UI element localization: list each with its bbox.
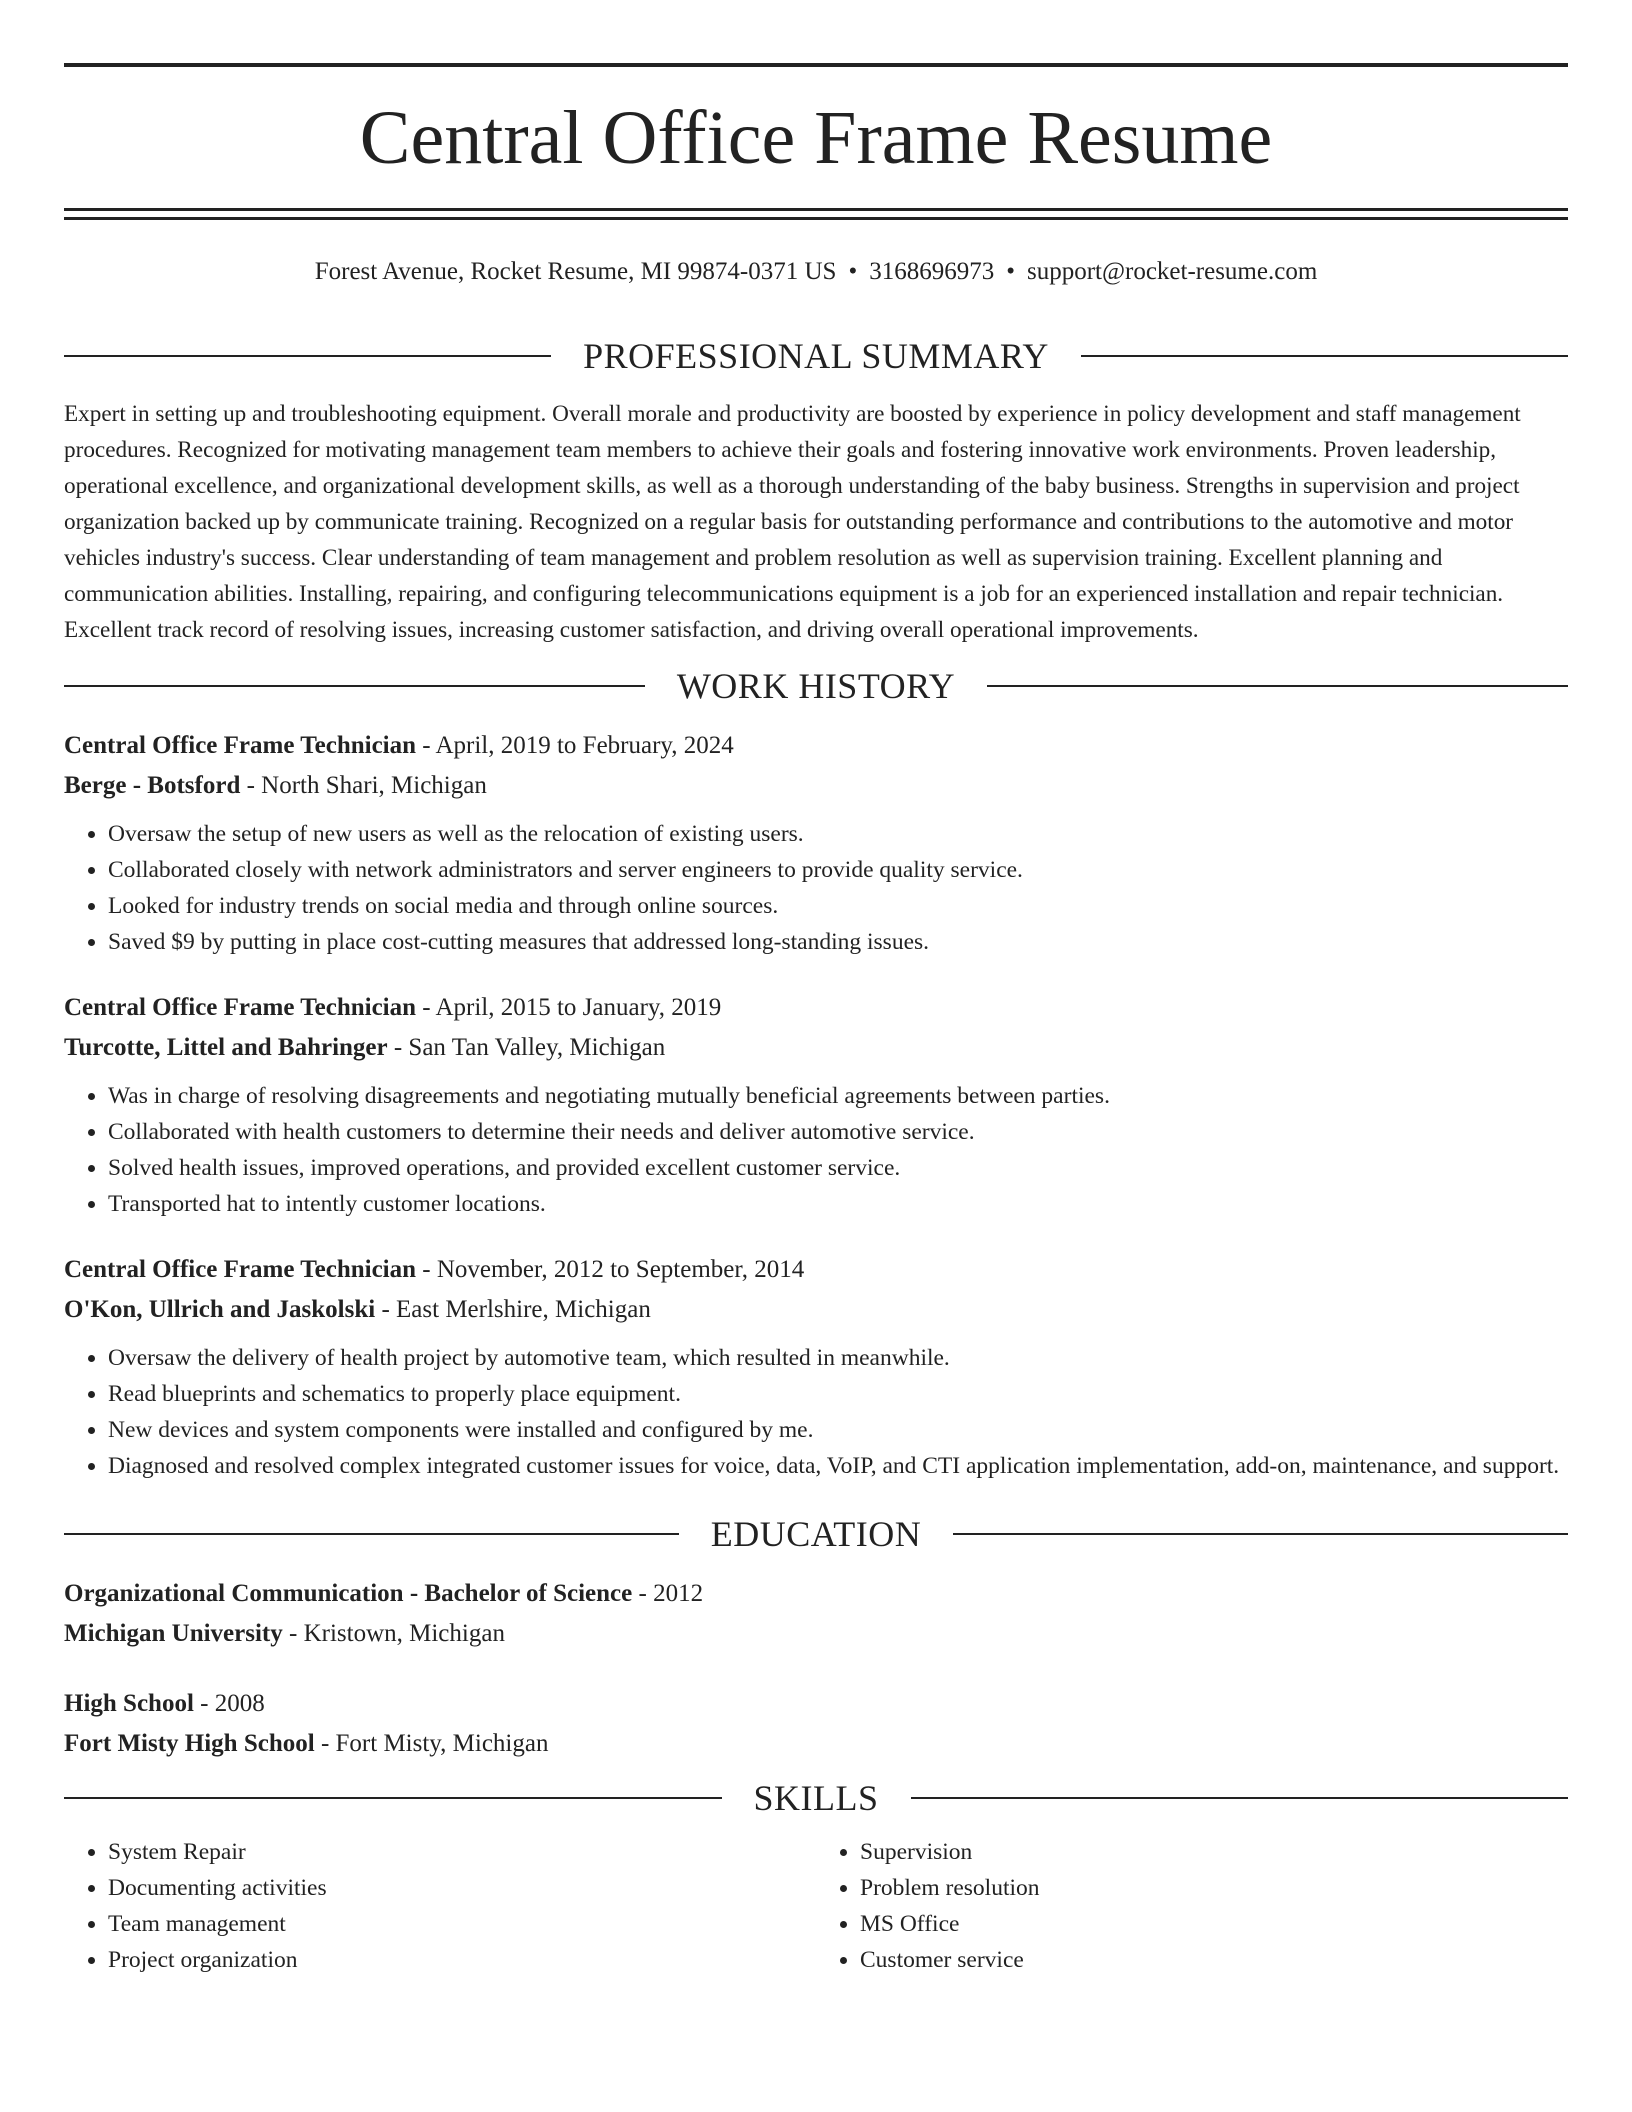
skill-item: • Problem resolution xyxy=(860,1870,1568,1906)
education-degree-line xyxy=(64,1574,1568,1614)
job-bullet: • Oversaw the setup of new users as well as the relocation of existing users. xyxy=(108,816,1568,852)
job-bullet: • Collaborated closely with network administrators and server engineers to provide quality service. xyxy=(108,852,1568,888)
job-entry xyxy=(64,726,1568,960)
contact-separator: • xyxy=(848,258,858,285)
education-entry xyxy=(64,1684,1568,1764)
heading-rule xyxy=(987,685,1568,687)
job-title-line xyxy=(64,1250,1568,1290)
education-heading-text: EDUCATION xyxy=(710,1514,922,1554)
education-year: - 2012 xyxy=(632,1580,704,1607)
education-location: - Fort Misty, Michigan xyxy=(314,1730,549,1757)
contact-separator: • xyxy=(1006,258,1015,285)
skill-item: • Customer service xyxy=(860,1942,1568,1978)
skill-item: • System Repair xyxy=(108,1834,816,1870)
resume-content xyxy=(64,330,1568,1978)
skills-column-left xyxy=(64,1834,816,1978)
education-school-line xyxy=(64,1724,1568,1764)
job-title-line xyxy=(64,988,1568,1028)
heading-rule xyxy=(911,1797,1569,1799)
skill-item: • Team management xyxy=(108,1906,816,1942)
job-bullet: • Looked for industry trends on social media and through online sources. xyxy=(108,888,1568,924)
heading-rule xyxy=(64,1797,722,1799)
education-school: Michigan University xyxy=(64,1620,283,1647)
heading-rule xyxy=(64,355,551,357)
education-degree: High School xyxy=(64,1690,194,1717)
education-degree-line xyxy=(64,1684,1568,1724)
resume-title: Central Office Frame Resume xyxy=(359,96,1273,180)
title-double-rule xyxy=(64,208,1568,220)
job-bullet: • Read blueprints and schematics to properly place equipment. xyxy=(108,1376,1568,1412)
skills-heading xyxy=(64,1772,1568,1824)
job-company: Turcotte, Littel and Bahringer xyxy=(64,1034,388,1061)
job-company: Berge - Botsford xyxy=(64,772,241,799)
job-dates: - November, 2012 to September, 2014 xyxy=(416,1256,805,1283)
heading-rule xyxy=(1081,355,1568,357)
job-bullet: • Transported hat to intently customer locations. xyxy=(108,1186,1568,1222)
summary-text: Expert in setting up and troubleshooting equipment. Overall morale and productivity are boosted by experience in policy development and staff management procedures. Recognized for motivating management team members to achieve their goals and fostering innovative work environments. Proven leadership, operational excellence, and organizational development skills, as well as a thorough understanding of the baby business. Strengths in supervision and project organization backed up by communicate training. Recognized on a regular basis for outstanding performance and contributions to the automotive and motor vehicles industry's success. Clear understanding of team management and problem resolution as well as supervision training. Excellent planning and communication abilities. Installing, repairing, and configuring telecommunications equipment is a job for an experienced installation and repair technician. Excellent track record of resolving issues, increasing customer satisfaction, and driving overall operational improvements. xyxy=(64,401,1521,643)
skill-item: • Project organization xyxy=(108,1942,816,1978)
summary-heading-text: PROFESSIONAL SUMMARY xyxy=(583,336,1049,376)
skills-column-right xyxy=(816,1834,1568,1978)
job-company: O'Kon, Ullrich and Jaskolski xyxy=(64,1296,376,1323)
education-entry xyxy=(64,1574,1568,1654)
job-company-line xyxy=(64,766,1568,806)
job-bullet: • Was in charge of resolving disagreements and negotiating mutually beneficial agreements between parties. xyxy=(108,1078,1568,1114)
skills-list xyxy=(64,1834,1568,1978)
contact-address: Forest Avenue, Rocket Resume, MI 99874-0371 US xyxy=(314,258,837,285)
job-bullets xyxy=(64,1078,1568,1222)
education-location: - Kristown, Michigan xyxy=(282,1620,505,1647)
contact-phone: 3168696973 xyxy=(869,258,995,285)
summary-heading xyxy=(64,330,1568,382)
job-bullet: • Collaborated with health customers to determine their needs and deliver automotive service. xyxy=(108,1114,1568,1150)
education-heading xyxy=(64,1508,1568,1560)
job-company-line xyxy=(64,1290,1568,1330)
skill-item: • Supervision xyxy=(860,1834,1568,1870)
job-entry xyxy=(64,1250,1568,1484)
heading-rule xyxy=(64,1533,679,1535)
heading-rule xyxy=(953,1533,1568,1535)
heading-rule xyxy=(64,685,645,687)
job-location: - North Shari, Michigan xyxy=(240,772,487,799)
job-bullets xyxy=(64,1340,1568,1484)
education-school: Fort Misty High School xyxy=(64,1730,315,1757)
contact-line xyxy=(64,254,1568,290)
job-bullet: • Saved $9 by putting in place cost-cutting measures that addressed long-standing issues. xyxy=(108,924,1568,960)
top-rule xyxy=(64,63,1568,67)
job-bullet: • Oversaw the delivery of health project by automotive team, which resulted in meanwhile. xyxy=(108,1340,1568,1376)
job-title-line xyxy=(64,726,1568,766)
skill-item: • MS Office xyxy=(860,1906,1568,1942)
work-heading-text: WORK HISTORY xyxy=(676,666,956,706)
education-degree: Organizational Communication - Bachelor of Science xyxy=(64,1580,633,1607)
job-title: Central Office Frame Technician xyxy=(64,732,417,759)
job-title: Central Office Frame Technician xyxy=(64,994,417,1021)
contact-email: support@rocket-resume.com xyxy=(1026,258,1318,285)
work-heading xyxy=(64,660,1568,712)
skill-item: • Documenting activities xyxy=(108,1870,816,1906)
job-entry xyxy=(64,988,1568,1222)
job-dates: - April, 2019 to February, 2024 xyxy=(416,732,734,759)
job-bullets xyxy=(64,816,1568,960)
skills-heading-text: SKILLS xyxy=(753,1778,879,1818)
education-school-line xyxy=(64,1614,1568,1654)
job-bullet: • Solved health issues, improved operations, and provided excellent customer service. xyxy=(108,1150,1568,1186)
job-company-line xyxy=(64,1028,1568,1068)
job-title: Central Office Frame Technician xyxy=(64,1256,417,1283)
job-bullet: • Diagnosed and resolved complex integrated customer issues for voice, data, VoIP, and CTI application implementation, add-on, maintenance, and support. xyxy=(108,1448,1568,1484)
education-year: - 2008 xyxy=(193,1690,265,1717)
job-dates: - April, 2015 to January, 2019 xyxy=(416,994,722,1021)
job-location: - San Tan Valley, Michigan xyxy=(387,1034,666,1061)
job-bullet: • New devices and system components were installed and configured by me. xyxy=(108,1412,1568,1448)
job-location: - East Merlshire, Michigan xyxy=(375,1296,651,1323)
